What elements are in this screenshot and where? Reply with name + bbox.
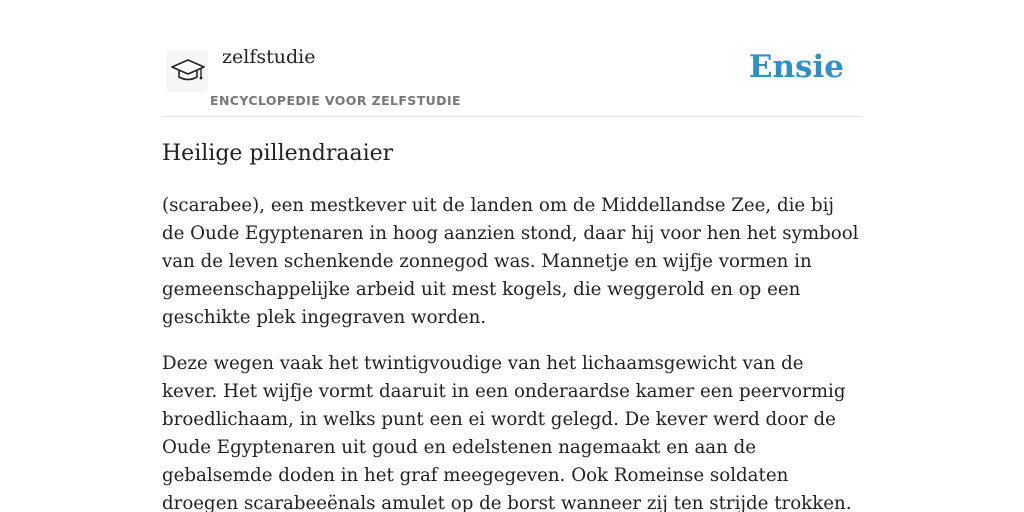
article <box>162 138 862 512</box>
article-paragraph: (scarabee), een mestkever uit de landen om de Middellandse Zee, die bij de Oude Egyptenaren in hoog aanzien stond, daar hij voor hen het symbool van de leven schenkende zonnegod was. Mannetje en wijfje vormen in gemeenschappelijke arbeid uit mest kogels, die weggerold en op een geschikte plek ingegraven worden. <box>162 195 859 328</box>
article-paragraph: Deze wegen vaak het twintigvoudige van het lichaamsgewicht van de kever. Het wijfje vormt daaruit in een onderaardse kamer een peervormig broedlichaam, in welks punt een ei wordt gelegd. De kever werd door de Oude Egyptenaren uit goud en edelstenen nagemaakt en aan de gebalsemde doden in het graf meegegeven. Ook Romeinse soldaten droegen scarabeeënals amulet op de borst wanneer zij ten strijde trokken. <box>162 353 852 512</box>
site-tagline: ENCYCLOPEDIE VOOR ZELFSTUDIE <box>210 93 461 108</box>
graduation-cap-icon <box>168 53 208 89</box>
site-name[interactable]: zelfstudie <box>222 46 316 68</box>
brand-logo-link[interactable]: Ensie <box>748 49 844 85</box>
site-header <box>162 0 862 117</box>
article-title: Heilige pillendraaier <box>162 141 394 166</box>
site-logo[interactable] <box>166 50 208 92</box>
